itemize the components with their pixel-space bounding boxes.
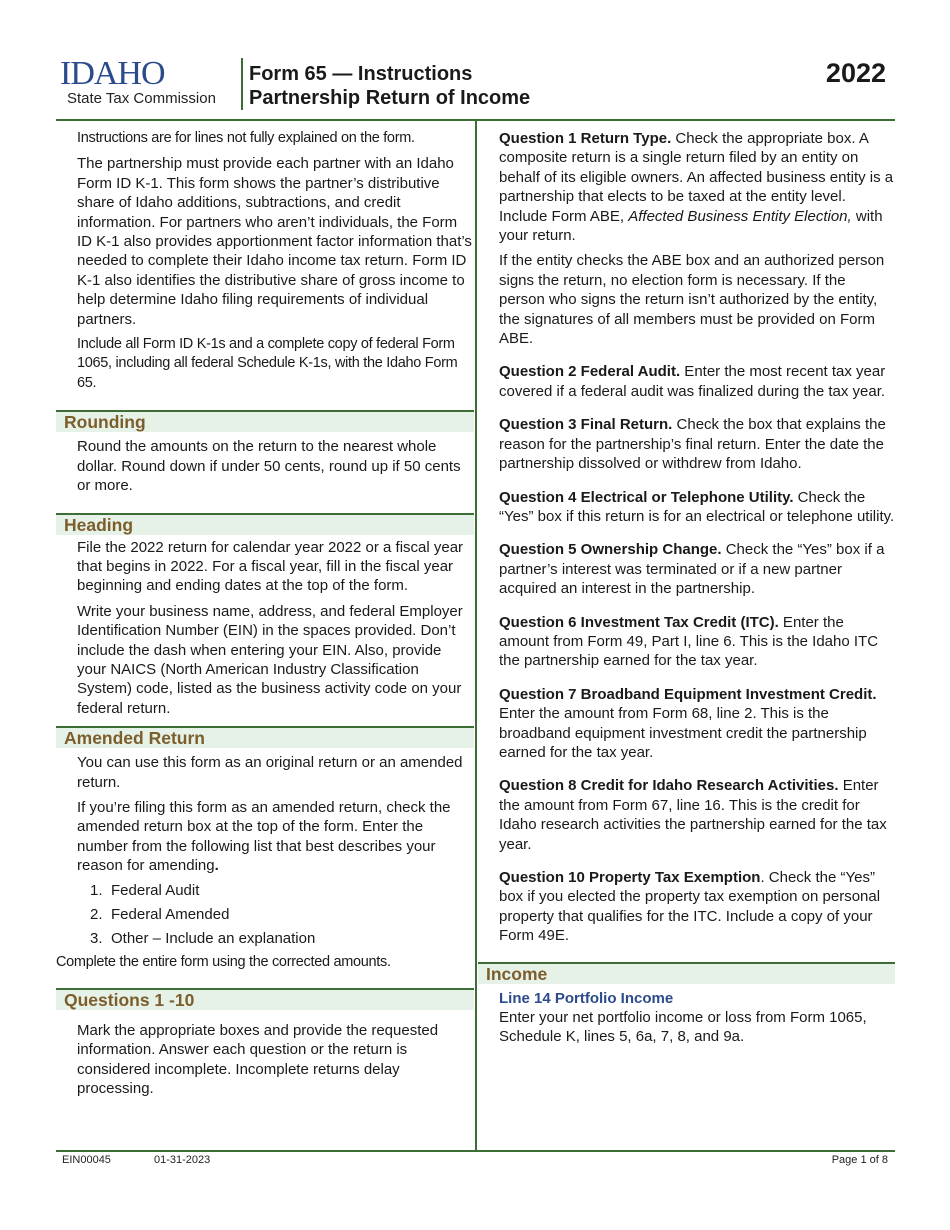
question-1-label: Question 1 Return Type. [499,130,672,147]
list-item [56,881,474,900]
question-2-label: Question 2 Federal Audit. [499,363,681,381]
line-14-text: Enter your net portfolio income or loss from Form 1065, Schedule K, lines 5, 6a, 7, 8, and 9a. [499,1008,867,1046]
question-1 [478,129,895,245]
question-6 [478,613,895,671]
complete-note: Complete the entire form using the corrected amounts. [56,953,391,970]
section-heading-amended-return: Amended Return [56,726,474,748]
question-1-end: with your return. [499,207,883,245]
intro-paragraph: Instructions are for lines not fully explained on the form. [77,130,415,146]
question-3-label: Question 3 Final Return. [499,416,673,434]
section-heading-rounding: Rounding [56,410,474,432]
question-10 [478,868,895,946]
question-10-text: . Check the “Yes” box if you elected the property tax exemption on personal property that qualifies for the ITC. Include a copy of your Form 49E. [499,869,881,945]
amended-paragraph [56,798,474,876]
question-5 [478,540,895,598]
intro-paragraph: The partnership must provide each partner with an Idaho Form ID K-1. This form shows the partner’s distributive share of Idaho additions, subtractions, and credit information. For partners who aren’t individuals, the Form ID K-1 also provides apportionment factor information that’s needed to complete their Idaho income tax return. Form ID K-1 also identifies the distributive share of gross income to help determine Idaho filing requirements of individual partners. [77,155,472,328]
question-4 [478,488,895,527]
rounding-text: Round the amounts on the return to the nearest whole dollar. Round down if under 50 cents, round up if 50 cents or more. [77,438,461,495]
idaho-logo [56,56,236,112]
logo-wordmark: IDAHO [60,55,165,92]
list-item [56,929,474,948]
question-2 [478,362,895,401]
intro-paragraph: Include all Form ID K-1s and a complete copy of federal Form 1065, including all federal Schedule K-1s, with the Idaho Form 65. [77,336,458,391]
left-column [56,121,474,1099]
footer-date: 01-31-2023 [154,1154,211,1166]
bottom-rule [56,1150,895,1152]
questions-text: Mark the appropriate boxes and provide the requested information. Answer each question or the return is considered incomplete. Incomplete returns delay processing. [77,1022,439,1098]
list-number: 1. [90,881,103,899]
list-number: 2. [90,905,103,923]
question-1-paragraph-2: If the entity checks the ABE box and an authorized person signs the return, no election form is necessary. If the person who signs the return isn’t authorized by the entity, the signatures of all members must be provided on Form ABE. [499,252,885,348]
question-7 [478,685,895,763]
list-text: Other – Include an explanation [111,929,316,947]
list-item [56,905,474,924]
question-1-text: Check the appropriate box. A composite return is a single return filed by an entity on behalf of its eligible owners. An affected business entity is a partnership that elects to be taxed at the entity level. Include Form ABE, [499,130,894,225]
logo-subtitle: State Tax Commission [67,90,216,107]
page-title [249,62,530,110]
footer-page-number: Page 1 of 8 [831,1154,888,1166]
question-3-text: Check the box that explains the reason for the partnership’s final return. Enter the date the partnership dissolved or withdrew from Idaho. [499,416,886,473]
question-5-text: Check the “Yes” box if a partner’s interest was terminated or if a new partner acquired an interest in the partnership. [499,541,885,598]
heading-paragraph: Write your business name, address, and federal Employer Identification Number (EIN) in the spaces provided. Don’t include the dash when entering your EIN. Also, provide your NAICS (North American Industry Classification System) code, listed as the business activity code on your federal return. [77,602,463,717]
question-5-label: Question 5 Ownership Change. [499,541,722,559]
question-7-text: Enter the amount from Form 68, line 2. This is the broadband equipment investment credit the partnership earned for the tax year. [499,705,867,761]
header-divider [241,58,243,110]
page-header [56,56,896,112]
list-number: 3. [90,929,103,947]
section-heading-questions: Questions 1 -10 [56,988,474,1010]
question-2-text: Enter the most recent tax year covered if a federal audit was finalized during the tax year. [499,363,886,400]
question-8 [478,776,895,854]
title-line-1: Form 65 — Instructions [249,63,473,85]
question-4-text: Check the “Yes” box if this return is for an electrical or telephone utility. [499,488,895,525]
section-heading-income: Income [478,962,895,984]
amended-paragraph: You can use this form as an original return or an amended return. [77,754,463,791]
question-8-label: Question 8 Credit for Idaho Research Activities. [499,777,839,795]
section-heading-heading: Heading [56,513,474,535]
list-text: Federal Amended [111,905,230,923]
title-line-2: Partnership Return of Income [249,87,531,109]
question-1-form-name: Affected Business Entity Election, [628,207,852,225]
question-6-text: Enter the amount from Form 49, Part I, line 6. This is the Idaho ITC the partnership earned for the tax year. [499,613,879,670]
line-14-heading: Line 14 Portfolio Income [499,989,674,1007]
question-6-label: Question 6 Investment Tax Credit (ITC). [499,613,779,631]
amend-reason-list [56,881,474,948]
heading-paragraph: File the 2022 return for calendar year 2022 or a fiscal year that begins in 2022. For a fiscal year, fill in the fiscal year beginning and ending dates at the top of the form. [77,538,464,595]
amended-text: If you’re filing this form as an amended return, check the amended return box at the top of the form. Enter the number from the following list that best describes your reason for amending [77,798,451,875]
list-text: Federal Audit [111,881,200,899]
form-year: 2022 [825,58,886,88]
column-divider [475,121,477,1151]
footer-code: EIN00045 [62,1154,111,1166]
amended-period: . [214,857,219,875]
question-7-label: Question 7 Broadband Equipment Investment Credit. [499,685,877,703]
question-4-label: Question 4 Electrical or Telephone Utility. [499,488,794,506]
question-3 [478,415,895,473]
question-10-label: Question 10 Property Tax Exemption [499,869,761,886]
right-column [478,121,895,1046]
question-8-text: Enter the amount from Form 67, line 16. This is the credit for Idaho research activities the partnership earned for the tax year. [499,777,887,853]
